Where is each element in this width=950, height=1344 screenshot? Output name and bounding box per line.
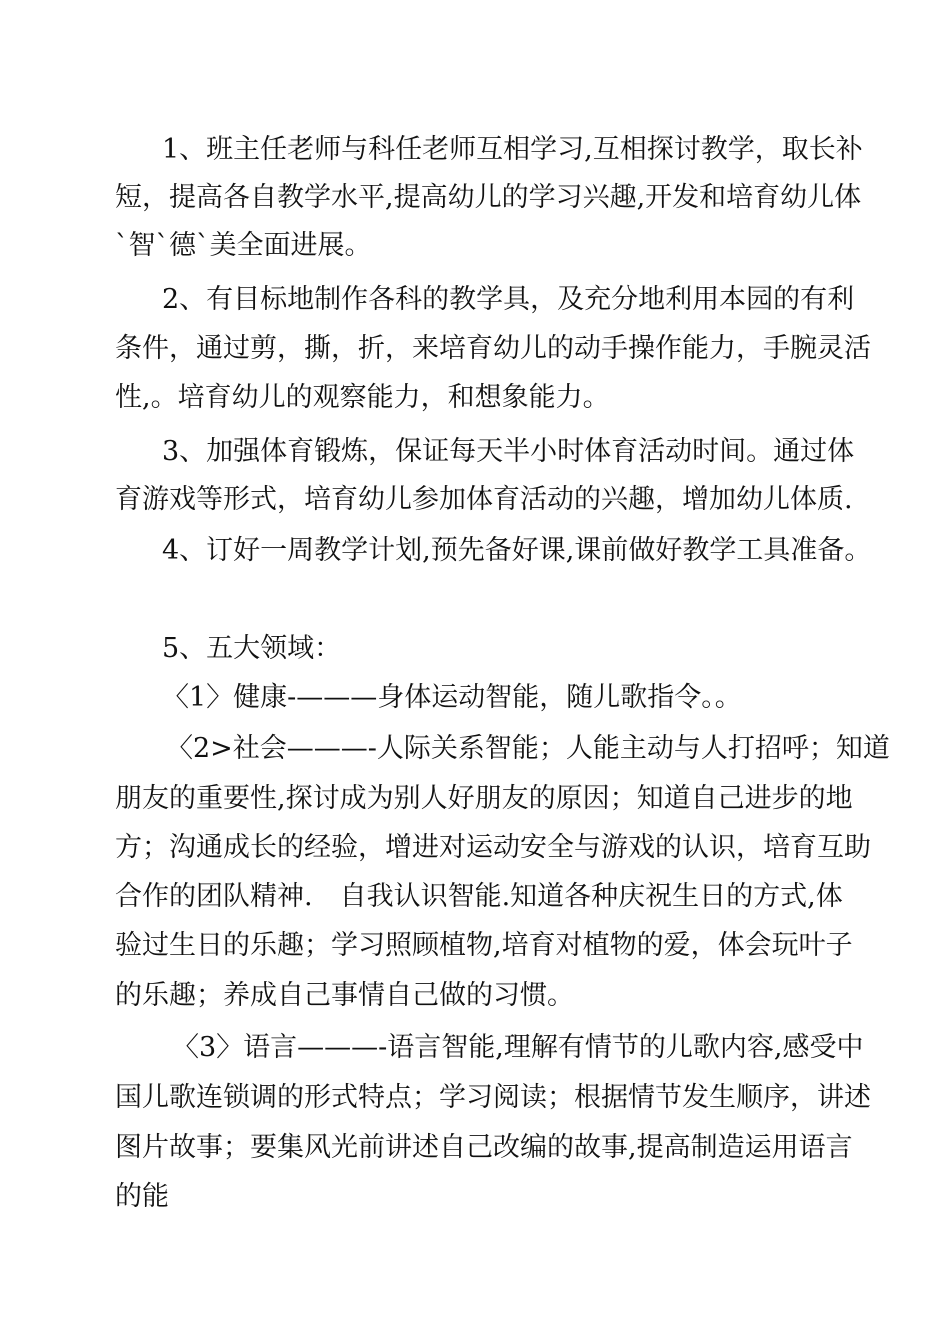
text-line: 方；沟通成长的经验，增进对运动安全与游戏的认识，培育互助: [115, 832, 871, 863]
text-line: 图片故事；要集风光前讲述自己改编的故事,提高制造运用语言: [115, 1132, 853, 1163]
text-line: 条件，通过剪，撕，折，来培育幼儿的动手操作能力，手腕灵活: [115, 333, 871, 364]
text-line: 〈3〉语言———-语言智能,理解有情节的儿歌内容,感受中: [172, 1032, 864, 1063]
text-line: 〈2>社会———-人际关系智能；人能主动与人打招呼；知道: [166, 733, 890, 764]
text-line: 5、五大领域：: [162, 633, 342, 664]
text-line: 〈1〉健康-———身体运动智能，随儿歌指令。。: [162, 682, 742, 713]
text-line: 1、班主任老师与科任老师互相学习,互相探讨教学，取长补: [162, 134, 863, 165]
text-line: 3、加强体育锻炼，保证每天半小时体育活动时间。通过体: [162, 436, 855, 467]
text-line: 4、订好一周教学计划,预先备好课,课前做好教学工具准备。: [162, 535, 872, 566]
text-line: 短，提高各自教学水平,提高幼儿的学习兴趣,开发和培育幼儿体: [115, 182, 862, 213]
text-line: 朋友的重要性,探讨成为别人好朋友的原因；知道自己进步的地: [115, 783, 853, 814]
text-line: 性,。培育幼儿的观察能力，和想象能力。: [115, 382, 610, 413]
text-line: 的能: [115, 1181, 169, 1212]
text-line: 国儿歌连锁调的形式特点；学习阅读；根据情节发生顺序，讲述: [115, 1082, 871, 1113]
text-line: 的乐趣；养成自己事情自己做的习惯。: [115, 980, 574, 1011]
text-line: 育游戏等形式，培育幼儿参加体育活动的兴趣，增加幼儿体质.: [115, 484, 853, 515]
text-line: 2、有目标地制作各科的教学具，及充分地利用本园的有利: [162, 284, 855, 315]
text-line: 合作的团队精神. 自我认识智能.知道各种庆祝生日的方式,体: [115, 881, 843, 912]
text-line: `智`德`美全面进展。: [115, 230, 372, 261]
text-line: 验过生日的乐趣；学习照顾植物,培育对植物的爱，体会玩叶子: [115, 930, 853, 961]
